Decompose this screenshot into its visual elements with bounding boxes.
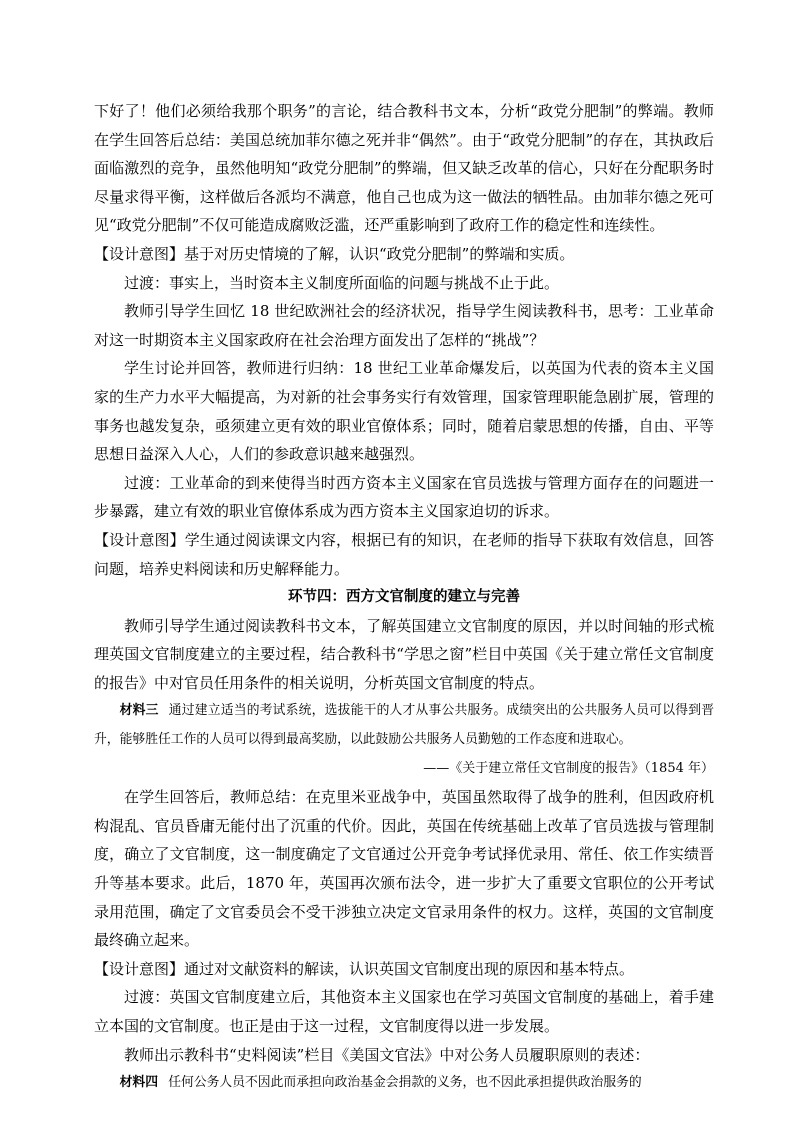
material-three-text: 通过建立适当的考试系统，选拔能干的人才从事公共服务。成绩突出的公共服务人员可以得到晋升，能够胜任工作的人员可以得到最高奖励，以此鼓励公共服务人员勤勉的工作态度和进取心。: [94, 703, 715, 748]
paragraph-1: 下好了！他们必须给我那个职务”的言论，结合教科书文本，分析“政党分肥制”的弊端。教师在学生回答后总结：美国总统加菲尔德之死并非“偶然”。由于“政党分肥制”的存在，其执政后面临激烈的竞争，虽然他明知“政党分肥制”的弊端，但又缺乏改革的信心，只好在分配职务时尽量求得平衡，这样做后各派均不满意，他自己也成为这一做法的牺牲品。由加菲尔德之死可见“政党分肥制”不仅可能造成腐败泛滥，还严重影响到了政府工作的稳定性和连续性。: [94, 102, 714, 235]
material-four-tag: 材料四: [119, 1075, 158, 1091]
paragraph-industrial-revolution: 教师引导学生回忆 18 世纪欧洲社会的经济状况，指导学生阅读教科书，思考：工业革命对这一时期资本主义国家政府在社会治理方面发出了怎样的“挑战”？: [94, 302, 714, 349]
transition-3: 过渡：英国文官制度建立后，其他资本主义国家也在学习英国文官制度的基础上，着手建立本国的文官制度。也正是由于这一过程，文官制度得以进一步发展。: [94, 988, 714, 1035]
material-four: [94, 1069, 714, 1098]
paragraph-us-civil-service: 教师出示教科书“史料阅读”栏目《美国文官法》中对公务人员履职原则的表述：: [124, 1045, 650, 1064]
material-three-tag: 材料三: [119, 703, 159, 719]
document-body: [94, 97, 714, 1098]
section-heading: 环节四：西方文官制度的建立与完善: [288, 588, 520, 606]
paragraph-teacher-summary: 在学生回答后，教师总结：在克里米亚战争中，英国虽然取得了战争的胜利，但因政府机构混乱、官员昏庸无能付出了沉重的代价。因此，英国在传统基础上改革了官员选拔与管理制度，确立了文官制度，这一制度确定了文官通过公开竞争考试择优录用、常任、依工作实绩晋升等基本要求。此后，1870 年，英国再次颁布法令，进一步扩大了重要文官职位的公开考试录用范围，确定了文官委员会不受干涉独立决定文官录用条件的权力。这样，英国的文官制度最终确立起来。: [94, 788, 714, 950]
transition-2: 过渡：工业革命的到来使得当时西方资本主义国家在官员选拔与管理方面存在的问题进一步暴露，建立有效的职业官僚体系成为西方资本主义国家迫切的诉求。: [94, 473, 714, 521]
design-intent-1: 【设计意图】基于对历史情境的了解，认识“政党分肥制”的弊端和实质。: [94, 244, 575, 263]
material-three: [94, 697, 714, 754]
design-intent-3: 【设计意图】通过对文献资料的解读，认识英国文官制度出现的原因和基本特点。: [94, 959, 635, 978]
paragraph-student-discussion: 学生讨论并回答，教师进行归纳：18 世纪工业革命爆发后，以英国为代表的资本主义国家的生产力水平大幅提高，为对新的社会事务实行有效管理，国家管理职能急剧扩展，管理的事务也越发复杂，亟须建立更有效的职业官僚体系；同时，随着启蒙思想的传播，自由、平等思想日益深入人心，人们的参政意识越来越强烈。: [94, 359, 714, 464]
material-four-text: 任何公务人员不因此而承担向政治基金会捐款的义务，也不因此承担提供政治服务的: [168, 1075, 642, 1091]
material-three-source: ——《关于建立常任文官制度的报告》（1854 年）: [423, 760, 714, 776]
transition-1: 过渡：事实上，当时资本主义制度所面临的问题与挑战不止于此。: [124, 273, 560, 292]
paragraph-british-civil-service: 教师引导学生通过阅读教科书文本，了解英国建立文官制度的原因，并以时间轴的形式梳理英国文官制度建立的主要过程，结合教科书“学思之窗”栏目中英国《关于建立常任文官制度的报告》中对官员任用条件的相关说明，分析英国文官制度的特点。: [94, 616, 714, 692]
design-intent-2: 【设计意图】学生通过阅读课文内容，根据已有的知识，在老师的指导下获取有效信息，回答问题，培养史料阅读和历史解释能力。: [94, 530, 714, 578]
